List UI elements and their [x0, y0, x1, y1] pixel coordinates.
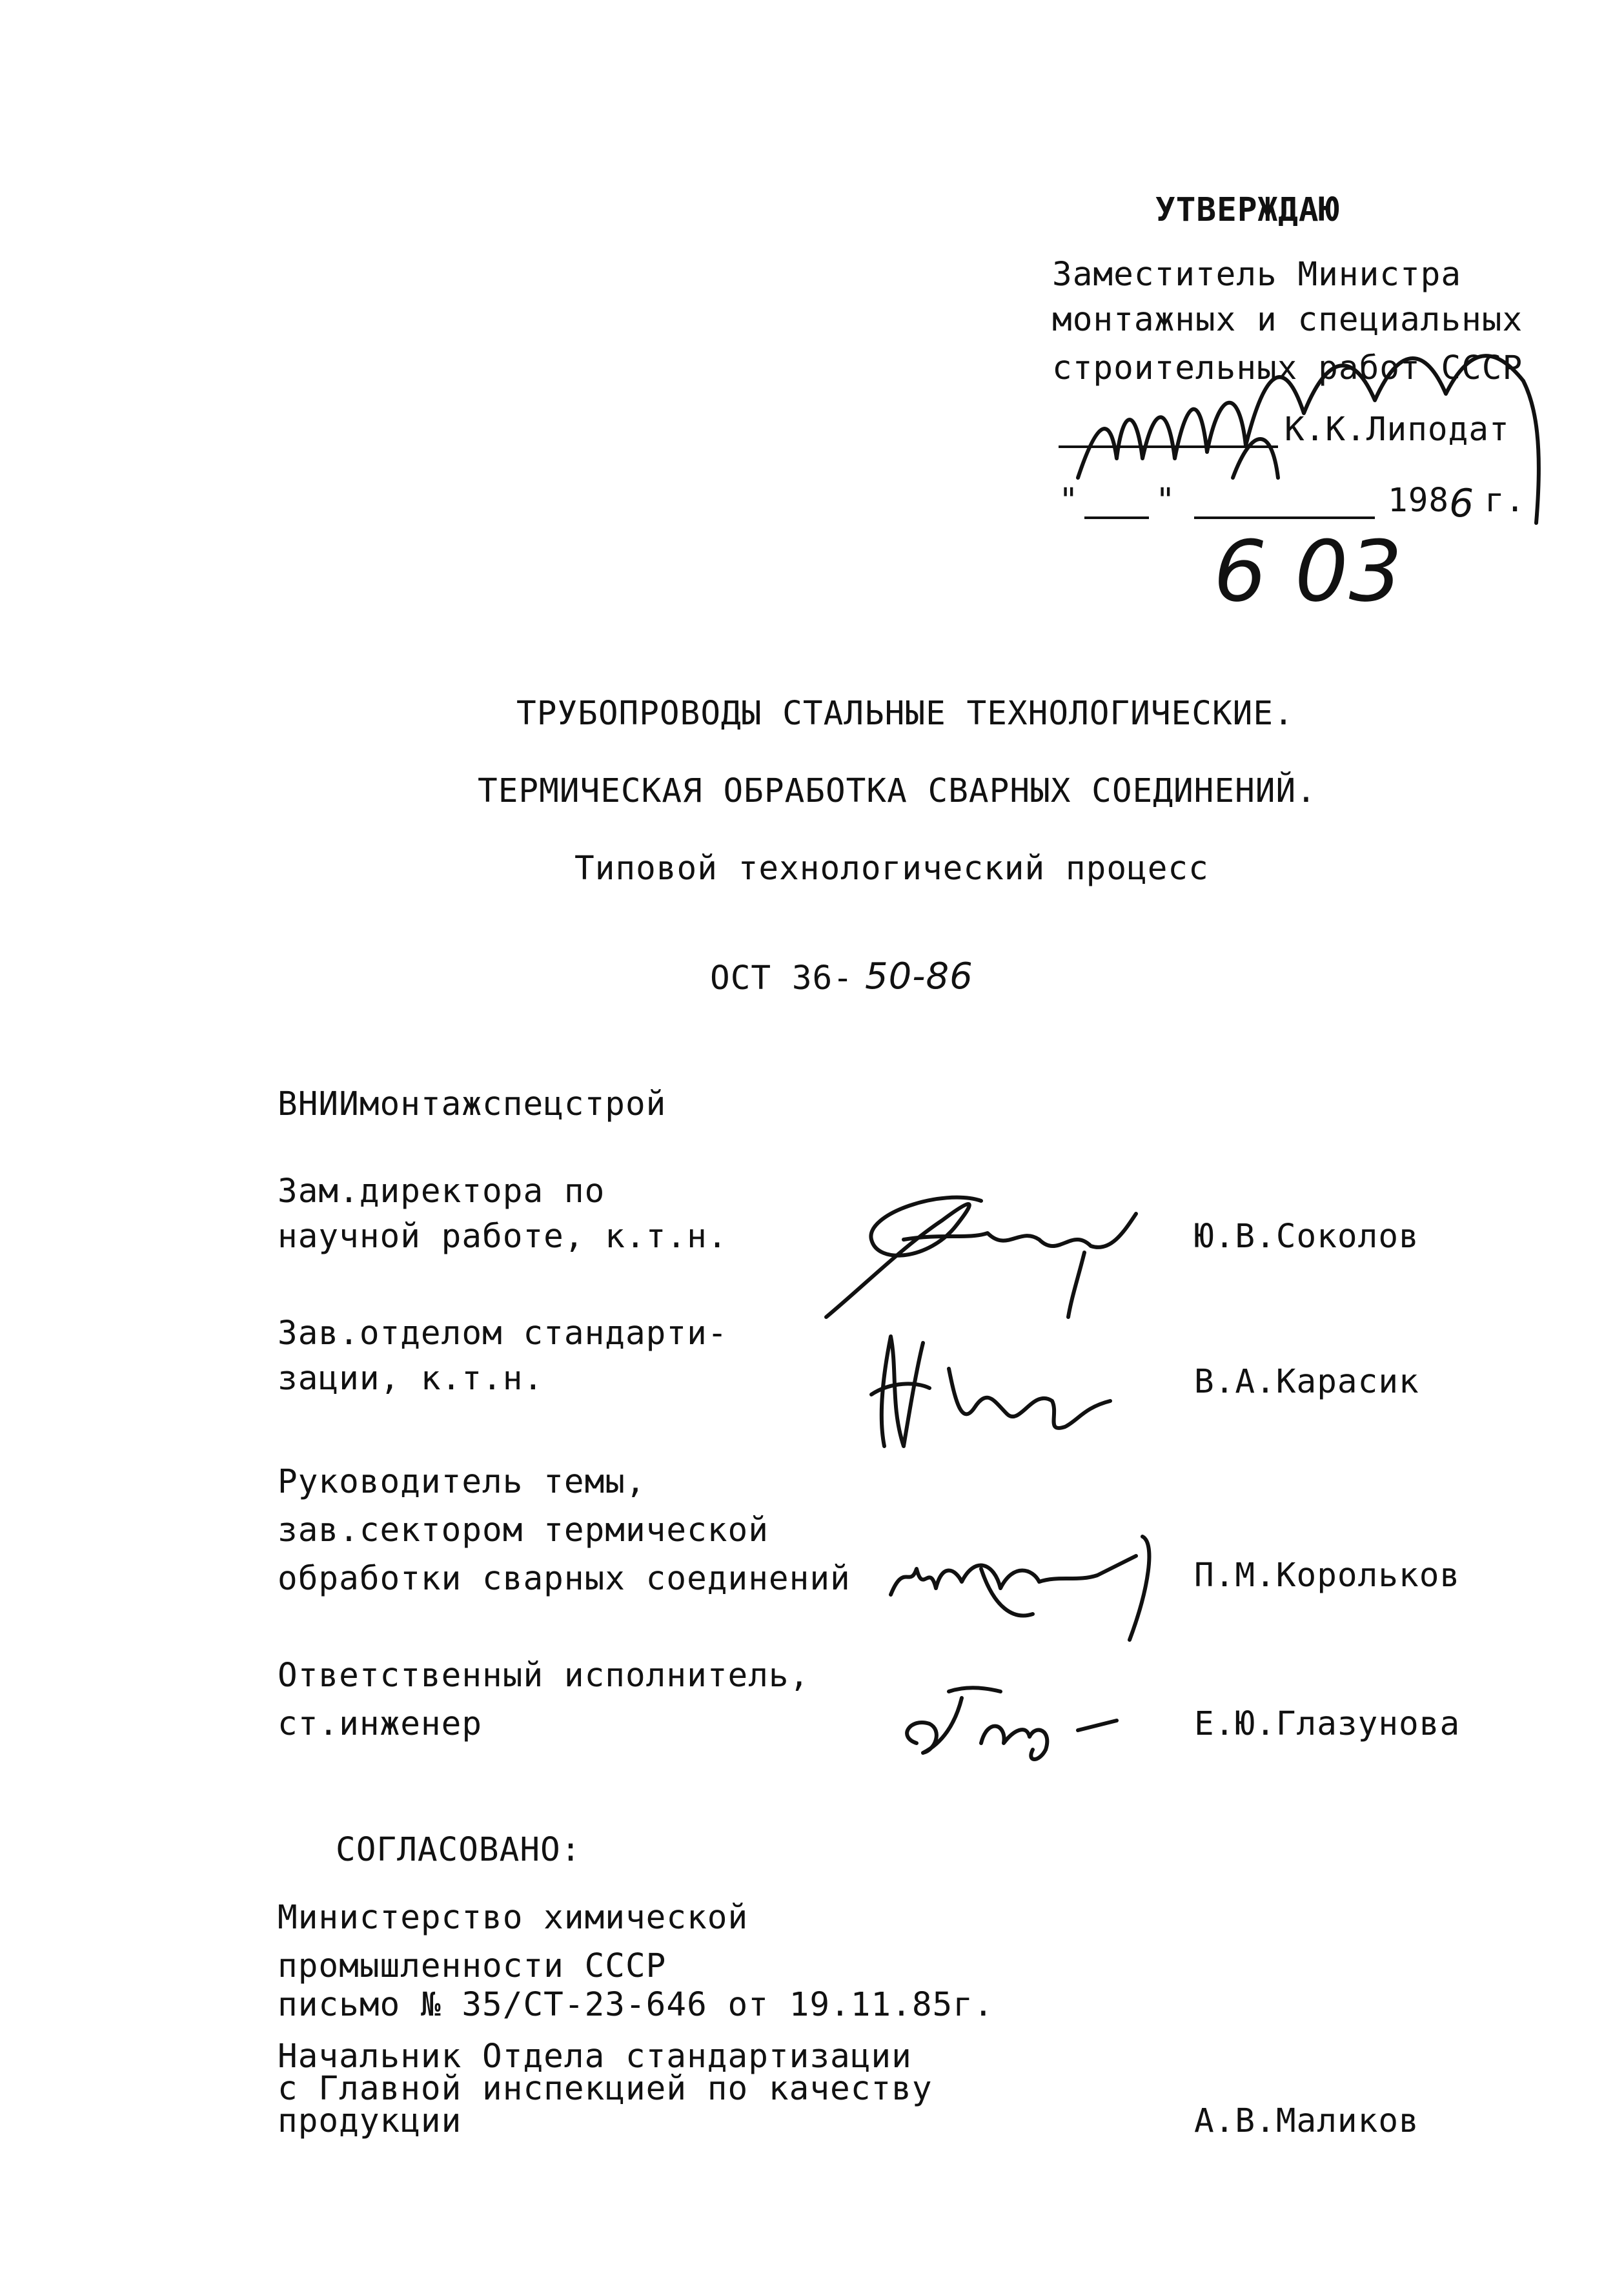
approval-position-line2: монтажных и специальных: [1052, 301, 1523, 339]
document-title-line1: ТРУБОПРОВОДЫ СТАЛЬНЫЕ ТЕХНОЛОГИЧЕСКИЕ.: [516, 695, 1294, 733]
approval-date-year-handwritten: 6: [1449, 481, 1475, 526]
signatory-4-signature: [891, 1672, 1136, 1769]
signatory-3-role-line3: обработки сварных соединений: [278, 1560, 851, 1598]
approval-position-line3: строительных работ СССР: [1052, 349, 1523, 387]
document-subtitle: Типовой технологический процесс: [574, 850, 1209, 888]
approval-date-open-quote: ": [1059, 482, 1079, 520]
approval-heading: УТВЕРЖДАЮ: [1155, 191, 1340, 229]
approval-date-close-quote: ": [1155, 482, 1176, 520]
agreed-signatory-name: А.В.Маликов: [1194, 2102, 1419, 2140]
signatory-3-role-line1: Руководитель темы,: [278, 1463, 646, 1501]
signatory-4-name: Е.Ю.Глазунова: [1194, 1705, 1461, 1743]
signatory-2-name: В.А.Карасик: [1194, 1363, 1419, 1401]
document-title-line2: ТЕРМИЧЕСКАЯ ОБРАБОТКА СВАРНЫХ СОЕДИНЕНИЙ.: [478, 772, 1317, 810]
agreed-heading: СОГЛАСОВАНО:: [336, 1831, 582, 1869]
standard-code-prefix: ОСТ 36-: [710, 959, 853, 997]
signatory-2-signature: [865, 1317, 1136, 1466]
signatory-4-role-line1: Ответственный исполнитель,: [278, 1657, 810, 1695]
signatory-3-signature: [884, 1524, 1194, 1653]
signatory-3-role-line2: зав.сектором термической: [278, 1511, 769, 1549]
signatory-4-role-line2: ст.инженер: [278, 1705, 483, 1743]
signatory-1-signature: [813, 1169, 1149, 1336]
approval-position-line1: Заместитель Министра: [1052, 256, 1462, 294]
signatory-3-name: П.М.Корольков: [1194, 1557, 1461, 1595]
organization-name: ВНИИмонтажспецстрой: [278, 1085, 667, 1123]
approval-handwritten-date: 6 03: [1213, 522, 1403, 620]
signatory-2-role-line2: зации, к.т.н.: [278, 1360, 544, 1398]
signatory-1-name: Ю.В.Соколов: [1194, 1218, 1419, 1256]
agreed-department-line2: с Главной инспекцией по качеству: [278, 2070, 933, 2108]
agreed-department-line3: продукции: [278, 2102, 462, 2140]
approval-date-year-suffix: г.: [1485, 482, 1526, 520]
agreed-ministry-line2: промышленности СССР: [278, 1947, 667, 1985]
agreed-letter-reference: письмо № 35/СТ-23-646 от 19.11.85г.: [278, 1986, 994, 2024]
agreed-department-line1: Начальник Отдела стандартизации: [278, 2038, 912, 2076]
signatory-1-role-line2: научной работе, к.т.н.: [278, 1218, 728, 1256]
approval-signature: [1071, 329, 1549, 562]
signatory-2-role-line1: Зав.отделом стандарти-: [278, 1314, 728, 1353]
approval-date-year: 198: [1388, 482, 1450, 520]
signatory-1-role-line1: Зам.директора по: [278, 1172, 605, 1211]
approval-signatory-name: К.К.Липодат: [1284, 411, 1510, 449]
agreed-ministry-line1: Министерство химической: [278, 1899, 749, 1937]
standard-code-handwritten: 50-86: [865, 956, 973, 997]
